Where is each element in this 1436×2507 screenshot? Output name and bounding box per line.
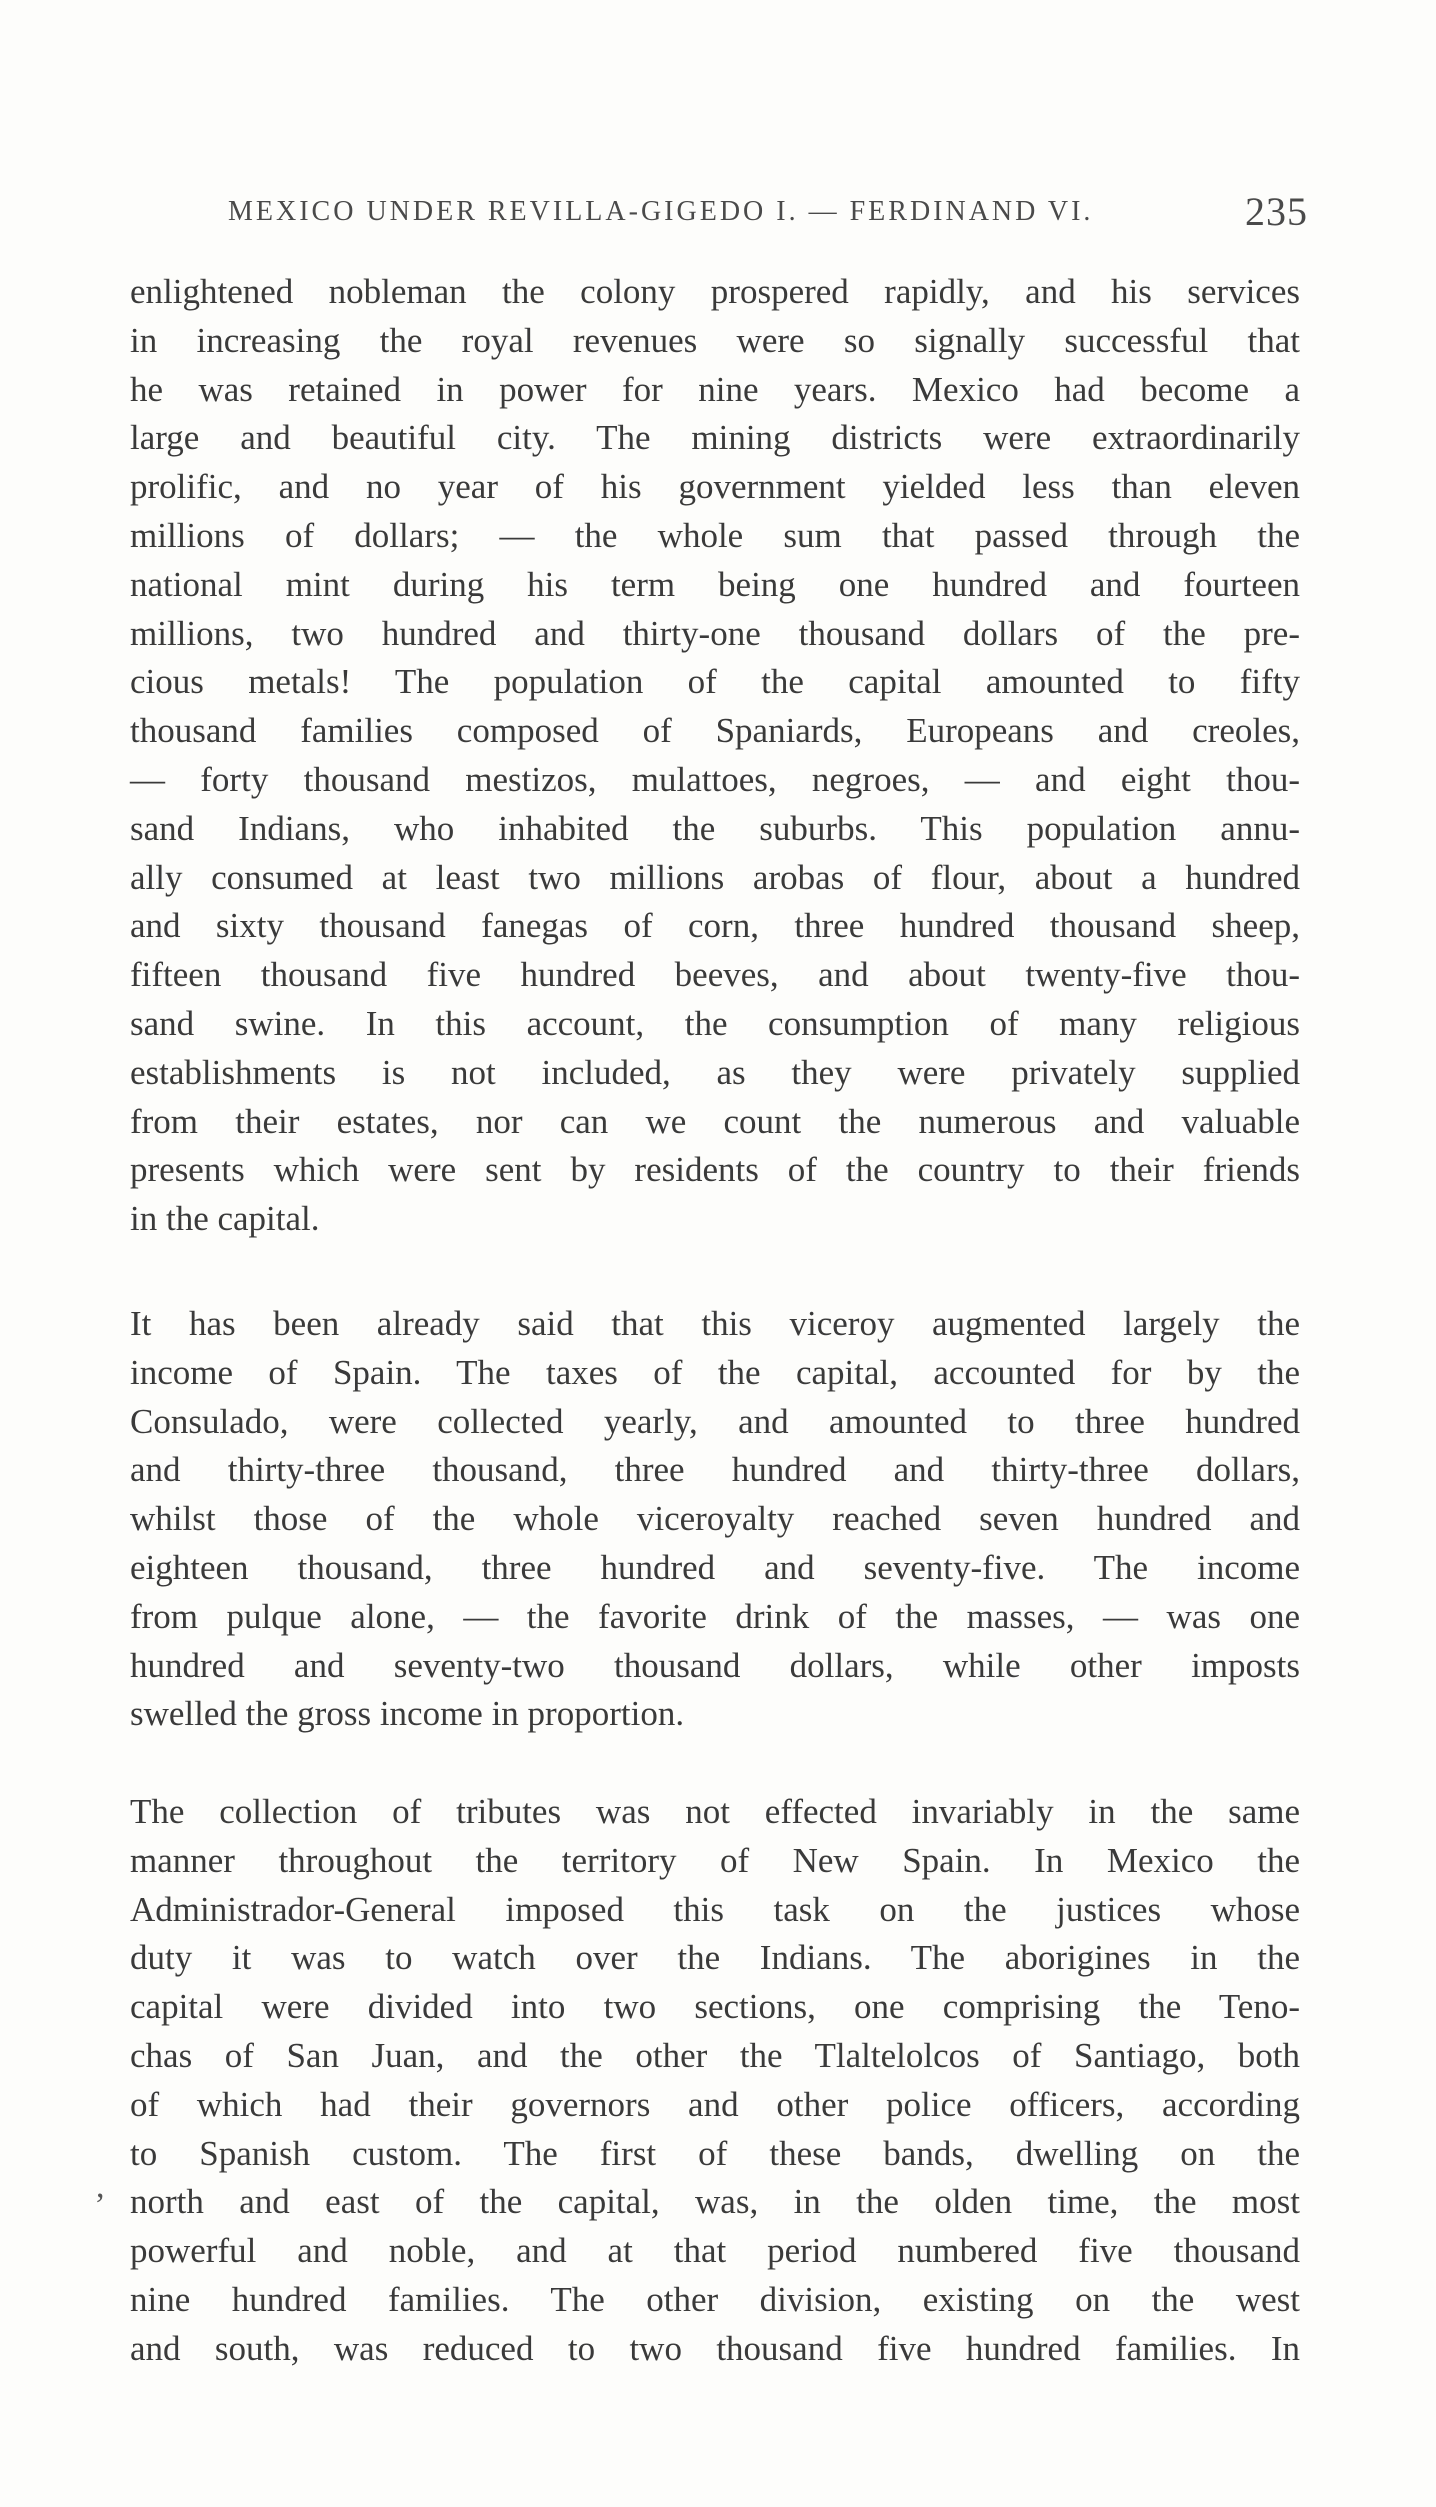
text-line: eighteen thousand, three hundred and seventy-five. The income bbox=[130, 1547, 1300, 1587]
text-line: duty it was to watch over the Indians. The aborigines in the bbox=[130, 1938, 1300, 1978]
text-line: national mint during his term being one hundred and fourteen bbox=[130, 564, 1300, 604]
text-line: he was retained in power for nine years. Mexico had become a bbox=[130, 369, 1300, 409]
text-line: in increasing the royal revenues were so signally successful that bbox=[130, 320, 1300, 360]
paragraph-1 bbox=[130, 268, 1300, 1244]
paragraph-2 bbox=[130, 1300, 1300, 1739]
running-title: MEXICO UNDER REVILLA-GIGEDO I. — FERDINAND VI. bbox=[228, 196, 1094, 227]
text-line: presents which were sent by residents of the country to their friends bbox=[130, 1150, 1300, 1190]
text-line: from their estates, nor can we count the numerous and valuable bbox=[130, 1101, 1300, 1141]
text-line: and south, was reduced to two thousand five hundred families. In bbox=[130, 2328, 1300, 2368]
text-line: and sixty thousand fanegas of corn, three hundred thousand sheep, bbox=[130, 906, 1300, 946]
text-line: Administrador-General imposed this task on the justices whose bbox=[130, 1889, 1300, 1929]
text-line: millions, two hundred and thirty-one thousand dollars of the pre- bbox=[130, 613, 1300, 653]
text-line: prolific, and no year of his government yielded less than eleven bbox=[130, 467, 1300, 507]
text-line: north and east of the capital, was, in the olden time, the most bbox=[130, 2182, 1300, 2222]
text-line: large and beautiful city. The mining districts were extraordinarily bbox=[130, 418, 1300, 458]
text-line: thousand families composed of Spaniards, Europeans and creoles, bbox=[130, 711, 1300, 751]
text-line: Consulado, were collected yearly, and amounted to three hundred bbox=[130, 1401, 1300, 1441]
margin-mark: , bbox=[96, 2168, 105, 2205]
text-line: — forty thousand mestizos, mulattoes, negroes, — and eight thou- bbox=[130, 759, 1300, 799]
text-line: sand Indians, who inhabited the suburbs. This population annu- bbox=[130, 808, 1300, 848]
text-line: establishments is not included, as they were privately supplied bbox=[130, 1052, 1300, 1092]
text-line: enlightened nobleman the colony prospered rapidly, and his services bbox=[130, 272, 1300, 311]
text-line: millions of dollars; — the whole sum that passed through the bbox=[130, 515, 1300, 555]
text-line: whilst those of the whole viceroyalty reached seven hundred and bbox=[130, 1499, 1300, 1539]
text-line: The collection of tributes was not effected invariably in the same bbox=[130, 1792, 1300, 1831]
text-line: income of Spain. The taxes of the capital, accounted for by the bbox=[130, 1352, 1300, 1392]
text-line: and thirty-three thousand, three hundred and thirty-three dollars, bbox=[130, 1450, 1300, 1490]
text-line: chas of San Juan, and the other the Tlaltelolcos of Santiago, both bbox=[130, 2035, 1300, 2075]
text-line: cious metals! The population of the capital amounted to fifty bbox=[130, 662, 1300, 702]
text-line: powerful and noble, and at that period numbered five thousand bbox=[130, 2231, 1300, 2271]
text-line: capital were divided into two sections, one comprising the Teno- bbox=[130, 1987, 1300, 2027]
text-line: fifteen thousand five hundred beeves, and about twenty-five thou- bbox=[130, 955, 1300, 995]
paragraph-3 bbox=[130, 1788, 1300, 2374]
text-line: nine hundred families. The other division, existing on the west bbox=[130, 2279, 1300, 2319]
text-line: ally consumed at least two millions arobas of flour, about a hundred bbox=[130, 857, 1300, 897]
text-line: sand swine. In this account, the consumption of many religious bbox=[130, 1003, 1300, 1043]
text-line: It has been already said that this viceroy augmented largely the bbox=[130, 1304, 1300, 1343]
text-line: to Spanish custom. The first of these bands, dwelling on the bbox=[130, 2133, 1300, 2173]
text-line: swelled the gross income in proportion. bbox=[130, 1694, 685, 1734]
text-line: of which had their governors and other police officers, according bbox=[130, 2084, 1300, 2124]
text-line: manner throughout the territory of New Spain. In Mexico the bbox=[130, 1840, 1300, 1880]
text-line: hundred and seventy-two thousand dollars, while other imposts bbox=[130, 1645, 1300, 1685]
page-number: 235 bbox=[1245, 189, 1308, 234]
text-line: in the capital. bbox=[130, 1199, 320, 1239]
text-line: from pulque alone, — the favorite drink of the masses, — was one bbox=[130, 1596, 1300, 1636]
running-header bbox=[228, 188, 1308, 238]
